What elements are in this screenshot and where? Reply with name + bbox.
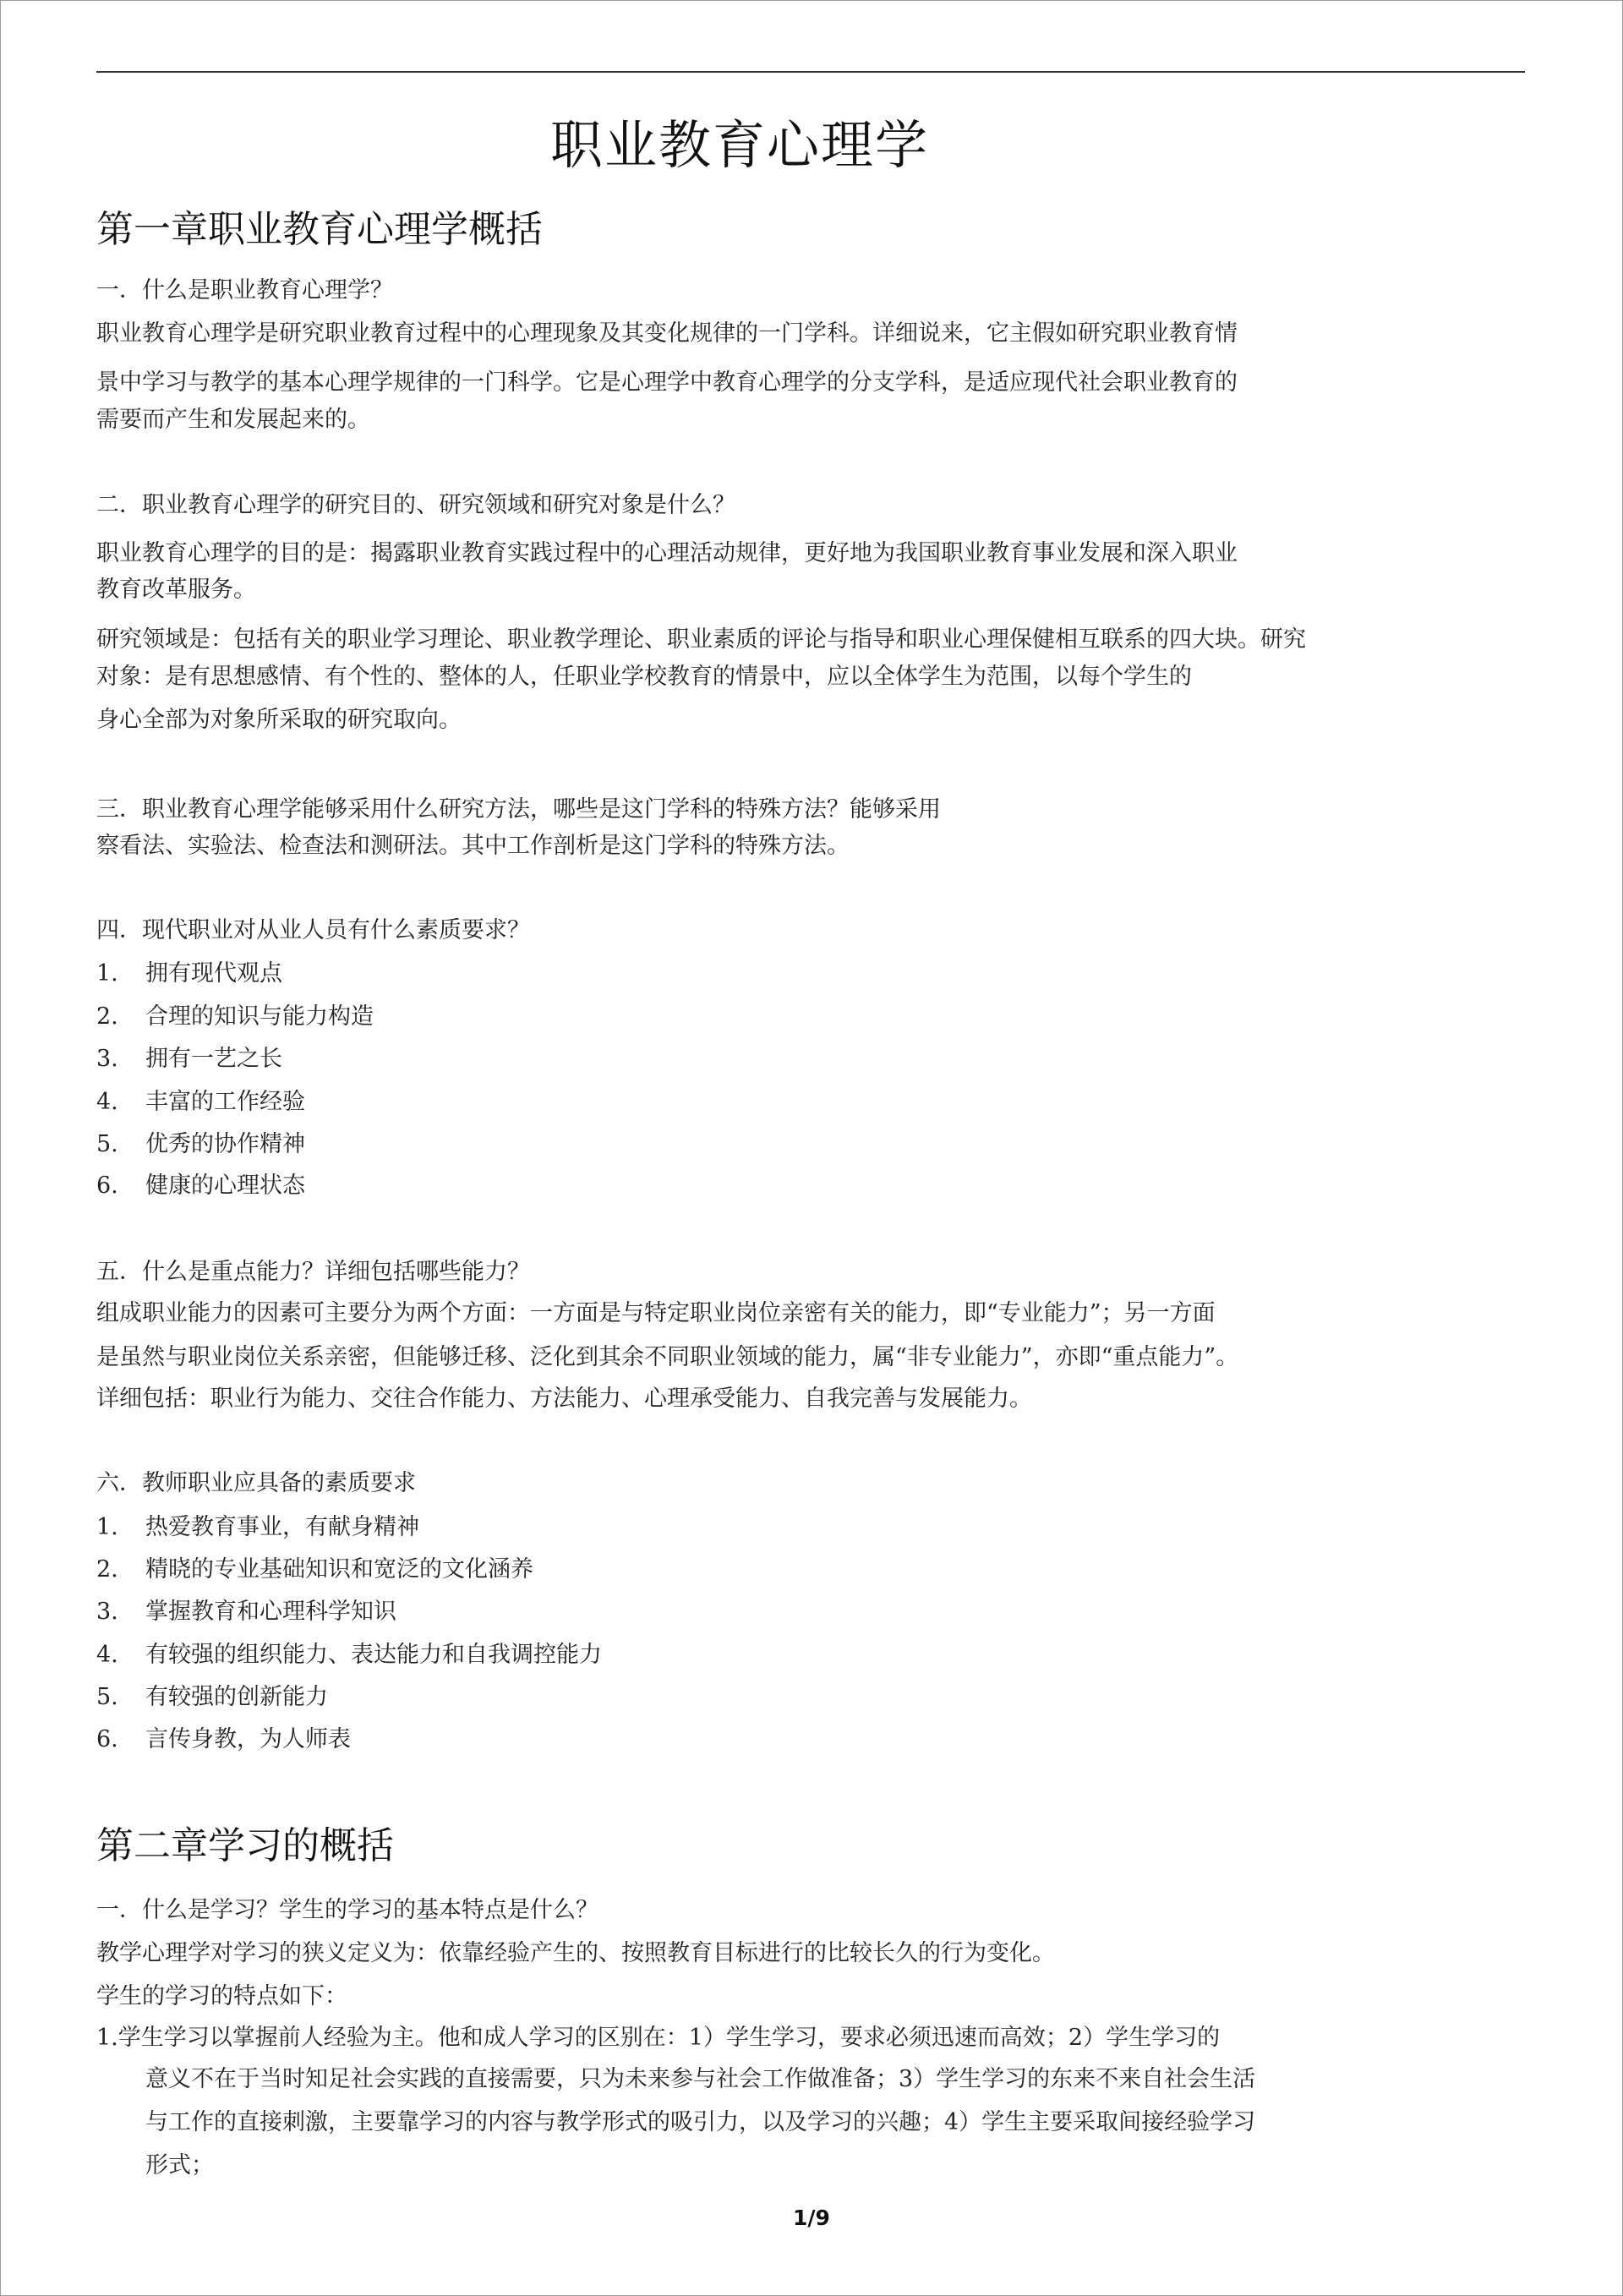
- paragraph-line: 教学心理学对学习的狭义定义为：依靠经验产生的、按照教育目标进行的比较长久的行为变化。: [96, 1940, 1055, 1966]
- list-text: 有较强的创新能力: [145, 1684, 328, 1710]
- list-item: [96, 1511, 419, 1544]
- paragraph-line: 形式；: [145, 2152, 214, 2178]
- list-text: 合理的知识与能力构造: [145, 1003, 374, 1030]
- list-item: [96, 1128, 305, 1162]
- list-text: 健康的心理状态: [145, 1173, 305, 1199]
- paragraph-line: 组成职业能力的因素可主要分为两个方面：一方面是与特定职业岗位亲密有关的能力，即“专业能力”；另一方面: [96, 1300, 1216, 1326]
- paragraph-line: 职业教育心理学是研究职业教育过程中的心理现象及其变化规律的一门学科。详细说来，它主假如研究职业教育情: [96, 320, 1238, 347]
- paragraph-line: 1.学生学习以掌握前人经验为主。他和成人学习的区别在：1）学生学习，要求必须迅速而高效；2）学生学习的: [96, 2025, 1221, 2051]
- question-5: 五．什么是重点能力？详细包括哪些能力？: [96, 1259, 530, 1285]
- paragraph-line: 详细包括：职业行为能力、交往合作能力、方法能力、心理承受能力、自我完善与发展能力。: [96, 1386, 1032, 1412]
- list-number: 6.: [96, 1726, 118, 1752]
- paragraph-line: 意义不在于当时知足社会实践的直接需要，只为未来参与社会工作做准备；3）学生学习的东来不来自社会生活: [145, 2066, 1256, 2092]
- list-text: 掌握教育和心理科学知识: [145, 1599, 396, 1625]
- paragraph-line: 身心全部为对象所采取的研究取向。: [96, 707, 462, 733]
- list-number: 3.: [96, 1046, 118, 1072]
- paragraph-line: 是虽然与职业岗位关系亲密，但能够迁移、泛化到其余不同职业领域的能力，属“非专业能力”，亦即“重点能力”。: [96, 1344, 1239, 1370]
- list-number: 6.: [96, 1173, 118, 1199]
- chapter-2-heading: 第二章学习的概括: [96, 1824, 394, 1867]
- list-item: [96, 1085, 305, 1119]
- paragraph-line: 学生的学习的特点如下：: [96, 1983, 347, 2009]
- list-item: [96, 1723, 351, 1757]
- list-item: [96, 1042, 282, 1076]
- list-item: [96, 957, 282, 991]
- question-3: 三．职业教育心理学能够采用什么研究方法，哪些是这门学科的特殊方法？能够采用: [96, 796, 941, 823]
- list-number: 2.: [96, 1003, 118, 1030]
- question-6: 六．教师职业应具备的素质要求: [96, 1470, 416, 1496]
- question-1: 一．什么是学习？学生的学习的基本特点是什么？: [96, 1897, 598, 1923]
- list-text: 精晓的专业基础知识和宽泛的文化涵养: [145, 1556, 533, 1583]
- list-item: [96, 1553, 533, 1587]
- list-number: 3.: [96, 1599, 118, 1625]
- list-item: [96, 1595, 396, 1629]
- list-item: [96, 1000, 374, 1034]
- question-1: 一．什么是职业教育心理学？: [96, 277, 393, 303]
- list-text: 热爱教育事业，有献身精神: [145, 1514, 419, 1540]
- list-text: 优秀的协作精神: [145, 1131, 305, 1157]
- chapter-1-heading: 第一章职业教育心理学概括: [96, 208, 543, 251]
- document-title: 职业教育心理学: [549, 114, 929, 176]
- list-text: 拥有一艺之长: [145, 1046, 282, 1072]
- list-item: [96, 1638, 602, 1672]
- paragraph-line: 研究领域是：包括有关的职业学习理论、职业教学理论、职业素质的评论与指导和职业心理保健相互联系的四大块。研究: [96, 626, 1306, 653]
- list-text: 言传身教，为人师表: [145, 1726, 351, 1752]
- list-text: 丰富的工作经验: [145, 1089, 305, 1115]
- paragraph-line: 景中学习与教学的基本心理学规律的一门科学。它是心理学中教育心理学的分支学科，是适应现代社会职业教育的: [96, 369, 1238, 396]
- question-4: 四．现代职业对从业人员有什么素质要求？: [96, 917, 530, 943]
- paragraph-line: 对象：是有思想感情、有个性的、整体的人，任职业学校教育的情景中，应以全体学生为范围，以每个学生的: [96, 664, 1192, 690]
- paragraph-line: 职业教育心理学的目的是：揭露职业教育实践过程中的心理活动规律，更好地为我国职业教育事业发展和深入职业: [96, 540, 1238, 566]
- paragraph-line: 需要而产生和发展起来的。: [96, 407, 370, 433]
- list-item: [96, 1681, 328, 1714]
- list-number: 4.: [96, 1089, 118, 1115]
- list-number: 2.: [96, 1556, 118, 1583]
- list-number: 1.: [96, 960, 118, 987]
- paragraph-line: 与工作的直接刺激，主要靠学习的内容与教学形式的吸引力，以及学习的兴趣；4）学生主要采取间接经验学习: [145, 2109, 1256, 2135]
- paragraph-line: 察看法、实验法、检查法和测研法。其中工作剖析是这门学科的特殊方法。: [96, 833, 850, 859]
- question-2: 二．职业教育心理学的研究目的、研究领域和研究对象是什么？: [96, 492, 735, 518]
- header-rule: [96, 71, 1525, 73]
- list-number: 5.: [96, 1684, 118, 1710]
- list-text: 有较强的组织能力、表达能力和自我调控能力: [145, 1642, 602, 1668]
- list-number: 5.: [96, 1131, 118, 1157]
- paragraph-line: 教育改革服务。: [96, 577, 256, 603]
- list-number: 1.: [96, 1514, 118, 1540]
- list-item: [96, 1169, 305, 1203]
- list-number: 4.: [96, 1642, 118, 1668]
- page-number: 1/9: [793, 2206, 830, 2230]
- list-text: 拥有现代观点: [145, 960, 282, 987]
